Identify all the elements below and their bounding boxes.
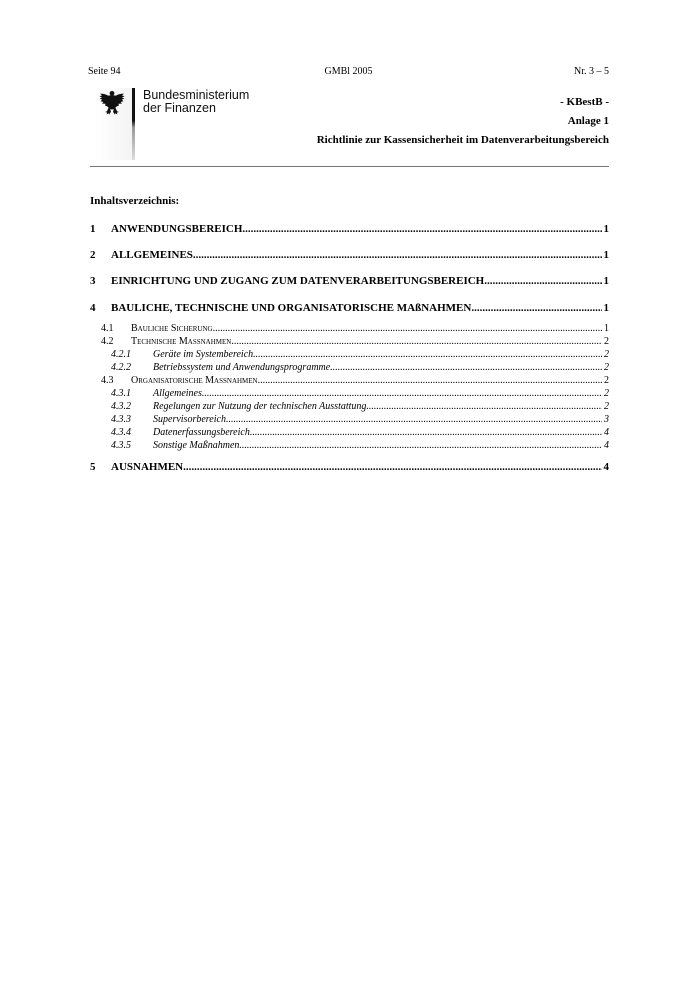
toc-entry[interactable] [90,440,609,451]
toc-entry-number: 1 [90,223,96,235]
toc-entry-page: 1 [603,302,609,314]
toc-entry-number: 4.3.4 [111,427,131,438]
toc-dot-leader [242,223,601,235]
toc-entry-title: Geräte im Systembereich [153,349,254,360]
toc-entry-page: 3 [604,414,609,425]
toc-entry-title: AUSNAHMEN [111,461,184,473]
running-header-journal: GMBl 2005 [324,66,373,77]
running-header-issue: Nr. 3 – 5 [574,66,609,77]
toc-entry-number: 4 [90,302,96,314]
toc-entry[interactable] [90,427,609,438]
toc-dot-leader [484,275,601,287]
toc-entry-page: 1 [603,249,609,261]
logo-wordmark [143,89,249,115]
toc-entry-page: 4 [604,440,609,451]
toc-entry-title: Technische Maßnahmen [131,336,232,347]
toc-entry-number: 3 [90,275,96,287]
toc-entry[interactable] [90,302,609,314]
toc-entry-page: 2 [604,375,609,386]
toc-entry-number: 4.2.1 [111,349,131,360]
toc-entry[interactable] [90,223,609,235]
running-header [88,66,609,80]
toc-entry-page: 1 [603,275,609,287]
toc-entry[interactable] [90,336,609,347]
toc-entry-number: 4.3.3 [111,414,131,425]
toc-entry-title: Regelungen zur Nutzung der technischen Ausstattung [153,401,367,412]
toc-dot-leader [231,336,602,347]
toc-heading: Inhaltsverzeichnis: [90,195,180,207]
toc-entry-title: EINRICHTUNG UND ZUGANG ZUM DATENVERARBEITUNGSBEREICH [111,275,485,287]
toc-dot-leader [183,461,601,473]
toc-entry-title: Sonstige Maßnahmen [153,440,240,451]
logo-bar [132,88,135,160]
toc-entry-number: 4.3.2 [111,401,131,412]
toc-entry[interactable] [90,388,609,399]
toc-entry[interactable] [90,414,609,425]
toc-entry-title: BAULICHE, TECHNISCHE UND ORGANISATORISCHE MAßNAHMEN [111,302,472,314]
ministry-logo [95,88,255,160]
toc-entry[interactable] [90,461,609,473]
toc-entry-page: 4 [603,461,609,473]
toc-dot-leader [239,440,602,451]
toc-entry-number: 4.1 [101,323,114,334]
document-subtitle: Richtlinie zur Kassensicherheit im Datenverarbeitungsbereich [316,134,609,146]
document-code: - KBestB - [560,96,609,108]
toc-entry-title: Bauliche Sicherung [131,323,213,334]
document-annex: Anlage 1 [567,115,609,127]
logo-line-2: der Finanzen [143,101,216,115]
toc-entry[interactable] [90,362,609,373]
toc-entry-page: 2 [604,388,609,399]
toc-entry[interactable] [90,275,609,287]
toc-dot-leader [471,302,601,314]
toc-dot-leader [202,388,602,399]
toc-entry[interactable] [90,401,609,412]
toc-entry-page: 2 [604,401,609,412]
toc-entry-page: 4 [604,427,609,438]
toc-entry-title: Datenerfassungsbereich [153,427,250,438]
toc-entry-page: 2 [604,362,609,373]
toc-entry[interactable] [90,349,609,360]
toc-entry[interactable] [90,323,609,334]
toc-entry-number: 4.3.5 [111,440,131,451]
toc-entry-title: Betriebssystem und Anwendungsprogramme [153,362,331,373]
header-divider [90,166,609,167]
toc-entry-page: 2 [604,349,609,360]
toc-dot-leader [226,414,602,425]
toc-entry-number: 4.2 [101,336,114,347]
toc-dot-leader [366,401,602,412]
toc-dot-leader [253,349,602,360]
logo-line-1: Bundesministerium [143,88,250,102]
toc-entry-page: 1 [604,323,609,334]
toc-dot-leader [250,427,602,438]
running-header-page: Seite 94 [88,66,121,77]
toc-entry-number: 4.3 [101,375,114,386]
toc-entry-page: 2 [604,336,609,347]
toc-dot-leader [330,362,602,373]
toc-entry[interactable] [90,375,609,386]
toc-entry-title: Organisatorische Maßnahmen [131,375,258,386]
toc-entry-page: 1 [603,223,609,235]
toc-entry-title: Supervisorbereich [153,414,226,425]
toc-entry-title: ALLGEMEINES [111,249,193,261]
toc-dot-leader [193,249,602,261]
toc-entry-number: 5 [90,461,96,473]
toc-entry[interactable] [90,249,609,261]
toc-entry-number: 2 [90,249,96,261]
federal-eagle-icon [97,88,127,118]
toc-entry-number: 4.2.2 [111,362,131,373]
toc-entry-number: 4.3.1 [111,388,131,399]
toc-dot-leader [213,323,602,334]
toc-entry-title: Allgemeines [153,388,202,399]
toc-dot-leader [258,375,602,386]
toc-entry-title: ANWENDUNGSBEREICH [111,223,243,235]
